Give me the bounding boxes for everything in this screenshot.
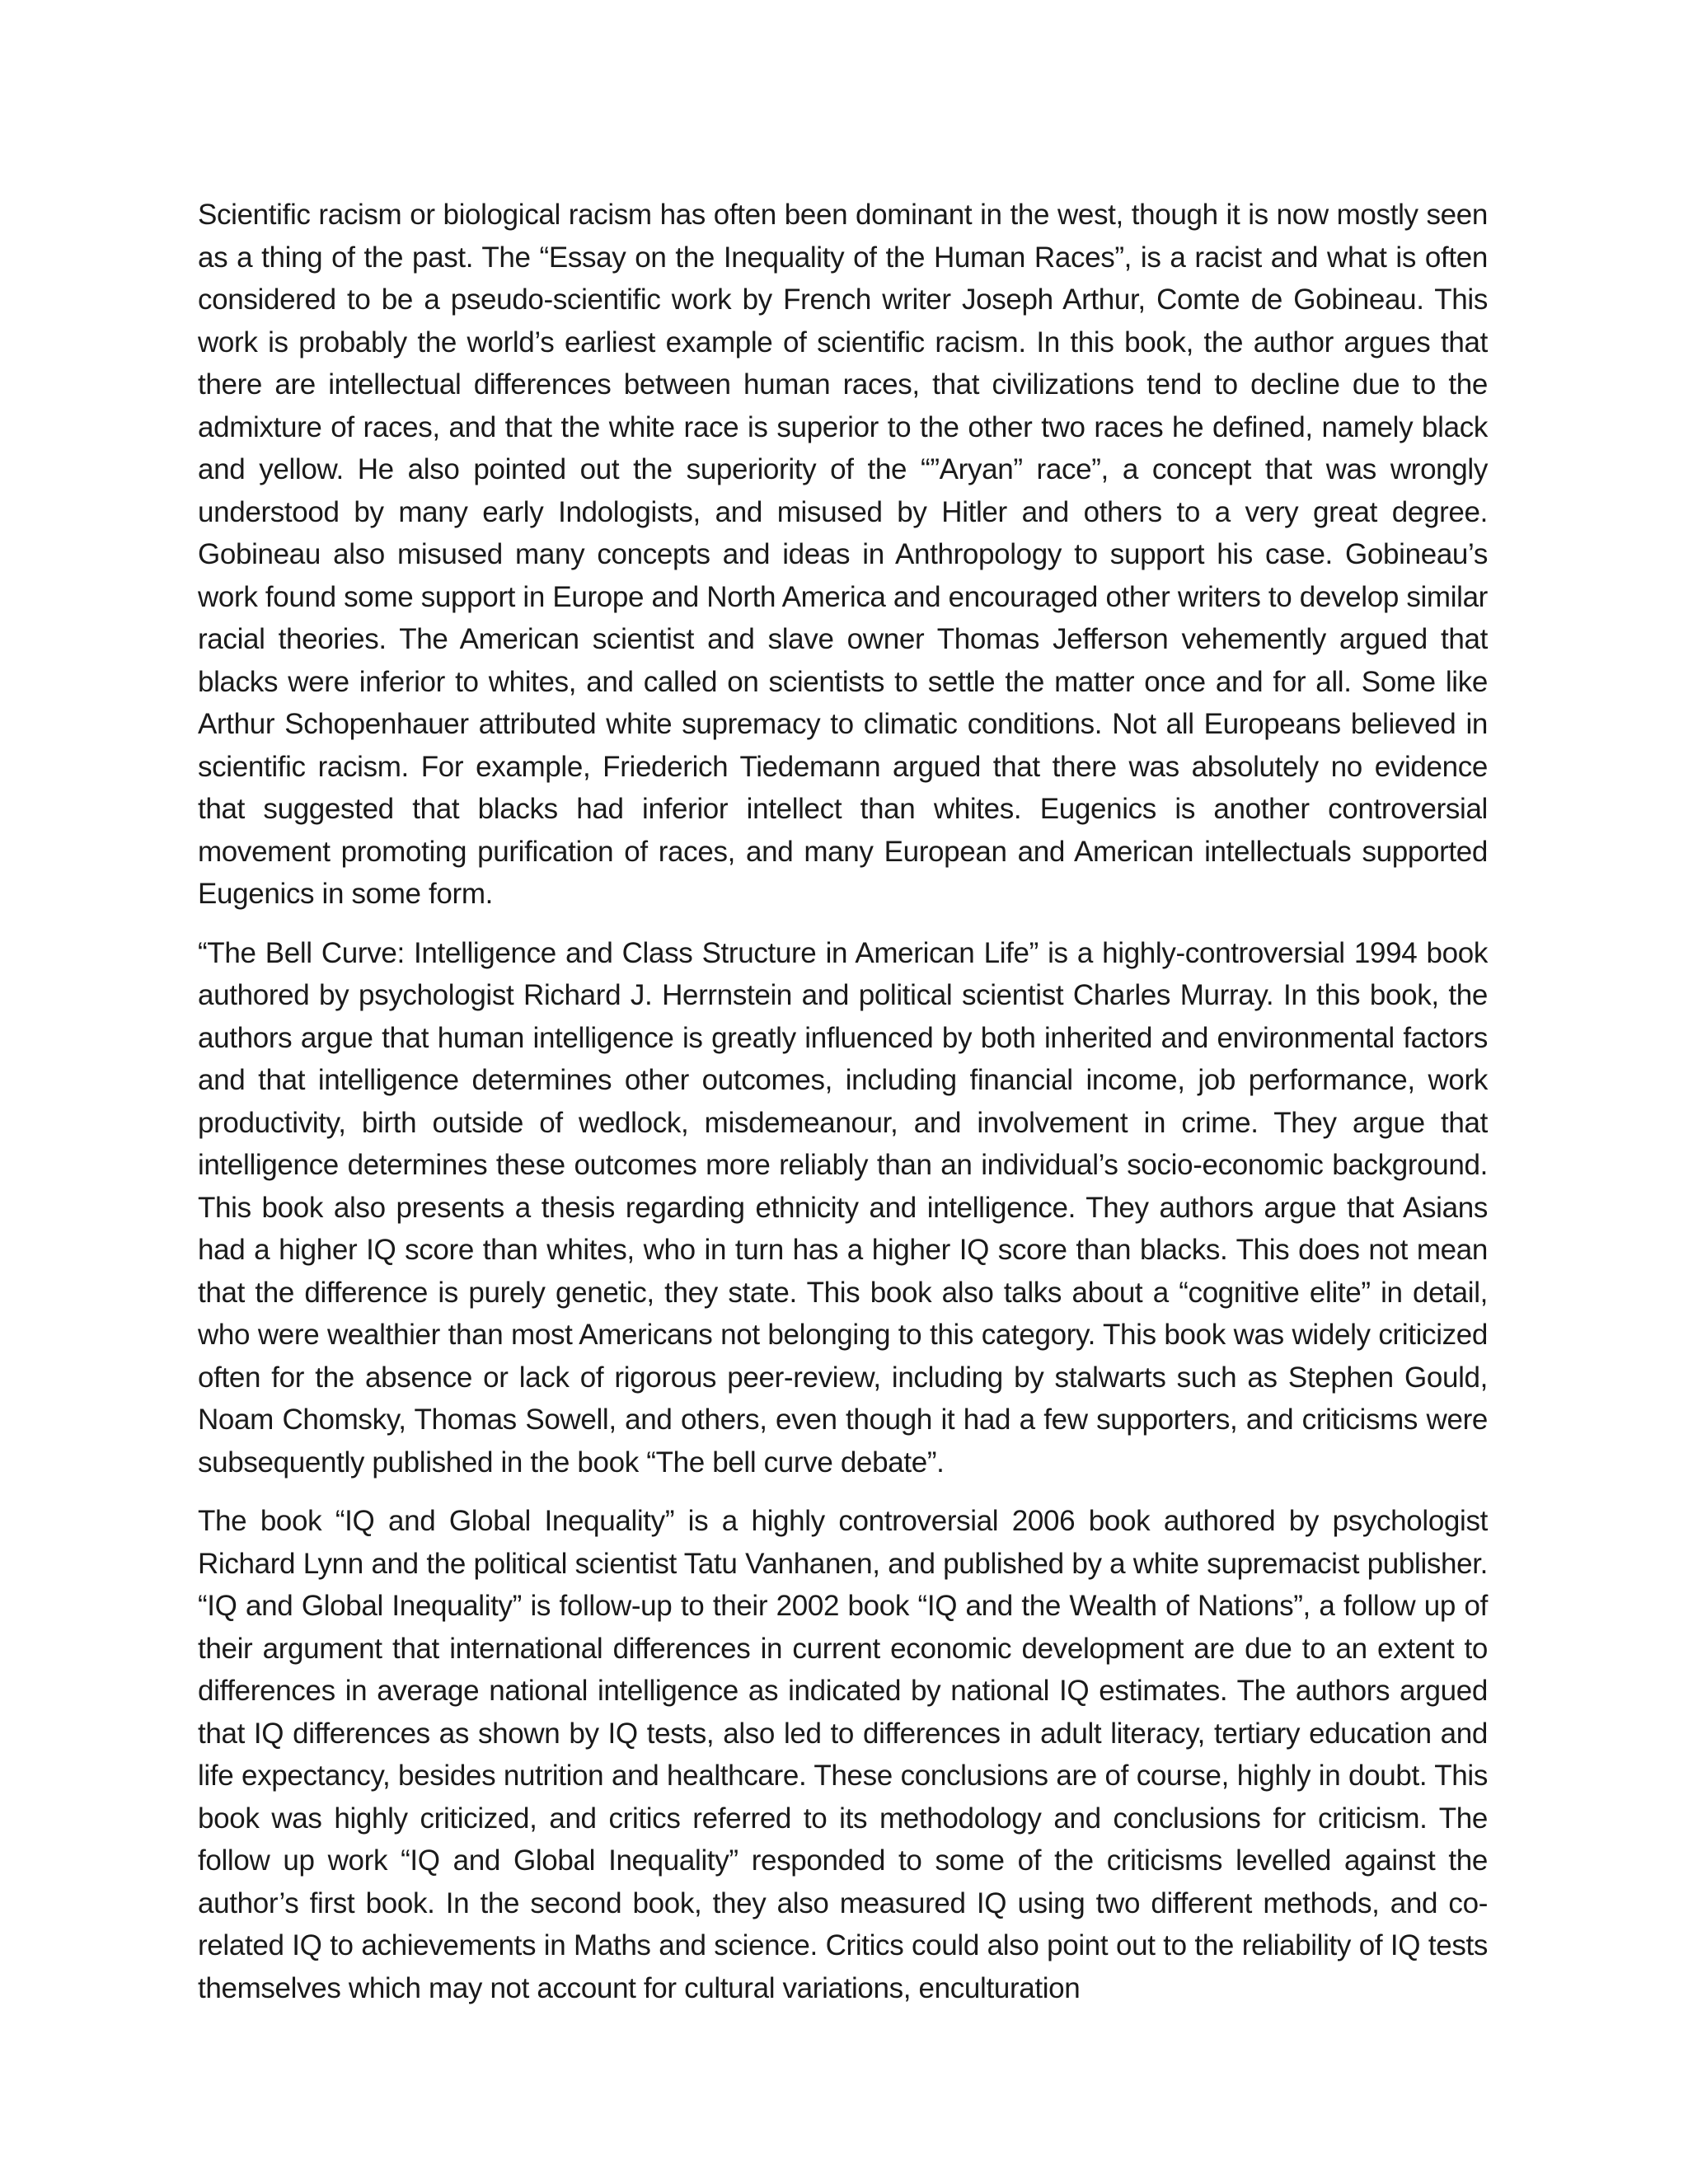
paragraph-iq-global-inequality: The book “IQ and Global Inequality” is a highly controversial 2006 book authored by psychologist Richard Lynn and the political scientist Tatu Vanhanen, and published by a white supremacist publisher. “IQ and Global Inequality” is follow-up to their 2002 book “IQ and the Wealth of Nations”, a follow up of their argument that international differences in current economic development are due to an extent to differences in average national intelligence as indicated by national IQ estimates. The authors argued that IQ differences as shown by IQ tests, also led to differences in adult literacy, tertiary education and life expectancy, besides nutrition and healthcare. These conclusions are of course, highly in doubt. This book was highly criticized, and critics referred to its methodology and conclusions for criticism. The follow up work “IQ and Global Inequality” responded to some of the criticisms levelled against the author’s first book. In the second book, they also measured IQ using two different methods, and co-related IQ to achievements in Maths and science. Critics could also point out to the reliability of IQ tests themselves which may not account for cultural variations, enculturation xyxy=(198,1505,1488,2004)
paragraph-bell-curve: “The Bell Curve: Intelligence and Class Structure in American Life” is a highly-controversial 1994 book authored by psychologist Richard J. Herrnstein and political scientist Charles Murray. In this book, the authors argue that human intelligence is greatly influenced by both inherited and environmental factors and that intelligence determines other outcomes, including financial income, job performance, work productivity, birth outside of wedlock, misdemeanour, and involvement in crime. They argue that intelligence determines these outcomes more reliably than an individual’s socio-economic background. This book also presents a thesis regarding ethnicity and intelligence. They authors argue that Asians had a higher IQ score than whites, who in turn has a higher IQ score than blacks. This does not mean that the difference is purely genetic, they state. This book also talks about a “cognitive elite” in detail, who were wealthier than most Americans not belonging to this category. This book was widely criticized often for the absence or lack of rigorous peer-review, including by stalwarts such as Stephen Gould, Noam Chomsky, Thomas Sowell, and others, even though it had a few supporters, and criticisms were subsequently published in the book “The bell curve debate”. xyxy=(198,936,1488,1479)
document-body xyxy=(198,194,1488,2009)
paragraph-scientific-racism: Scientific racism or biological racism has often been dominant in the west, though it is now mostly seen as a thing of the past. The “Essay on the Inequality of the Human Races”, is a racist and what is often considered to be a pseudo-scientific work by French writer Joseph Arthur, Comte de Gobineau. This work is probably the world’s earliest example of scientific racism. In this book, the author argues that there are intellectual differences between human races, that civilizations tend to decline due to the admixture of races, and that the white race is superior to the other two races he defined, namely black and yellow. He also pointed out the superiority of the “”Aryan” race”, a concept that was wrongly understood by many early Indologists, and misused by Hitler and others to a very great degree. Gobineau also misused many concepts and ideas in Anthropology to support his case. Gobineau’s work found some support in Europe and North America and encouraged other writers to develop similar racial theories. The American scientist and slave owner Thomas Jefferson vehemently argued that blacks were inferior to whites, and called on scientists to settle the matter once and for all. Some like Arthur Schopenhauer attributed white supremacy to climatic conditions. Not all Europeans believed in scientific racism. For example, Friederich Tiedemann argued that there was absolutely no evidence that suggested that blacks had inferior intellect than whites. Eugenics is another controversial movement promoting purification of races, and many European and American intellectuals supported Eugenics in some form. xyxy=(198,199,1488,910)
